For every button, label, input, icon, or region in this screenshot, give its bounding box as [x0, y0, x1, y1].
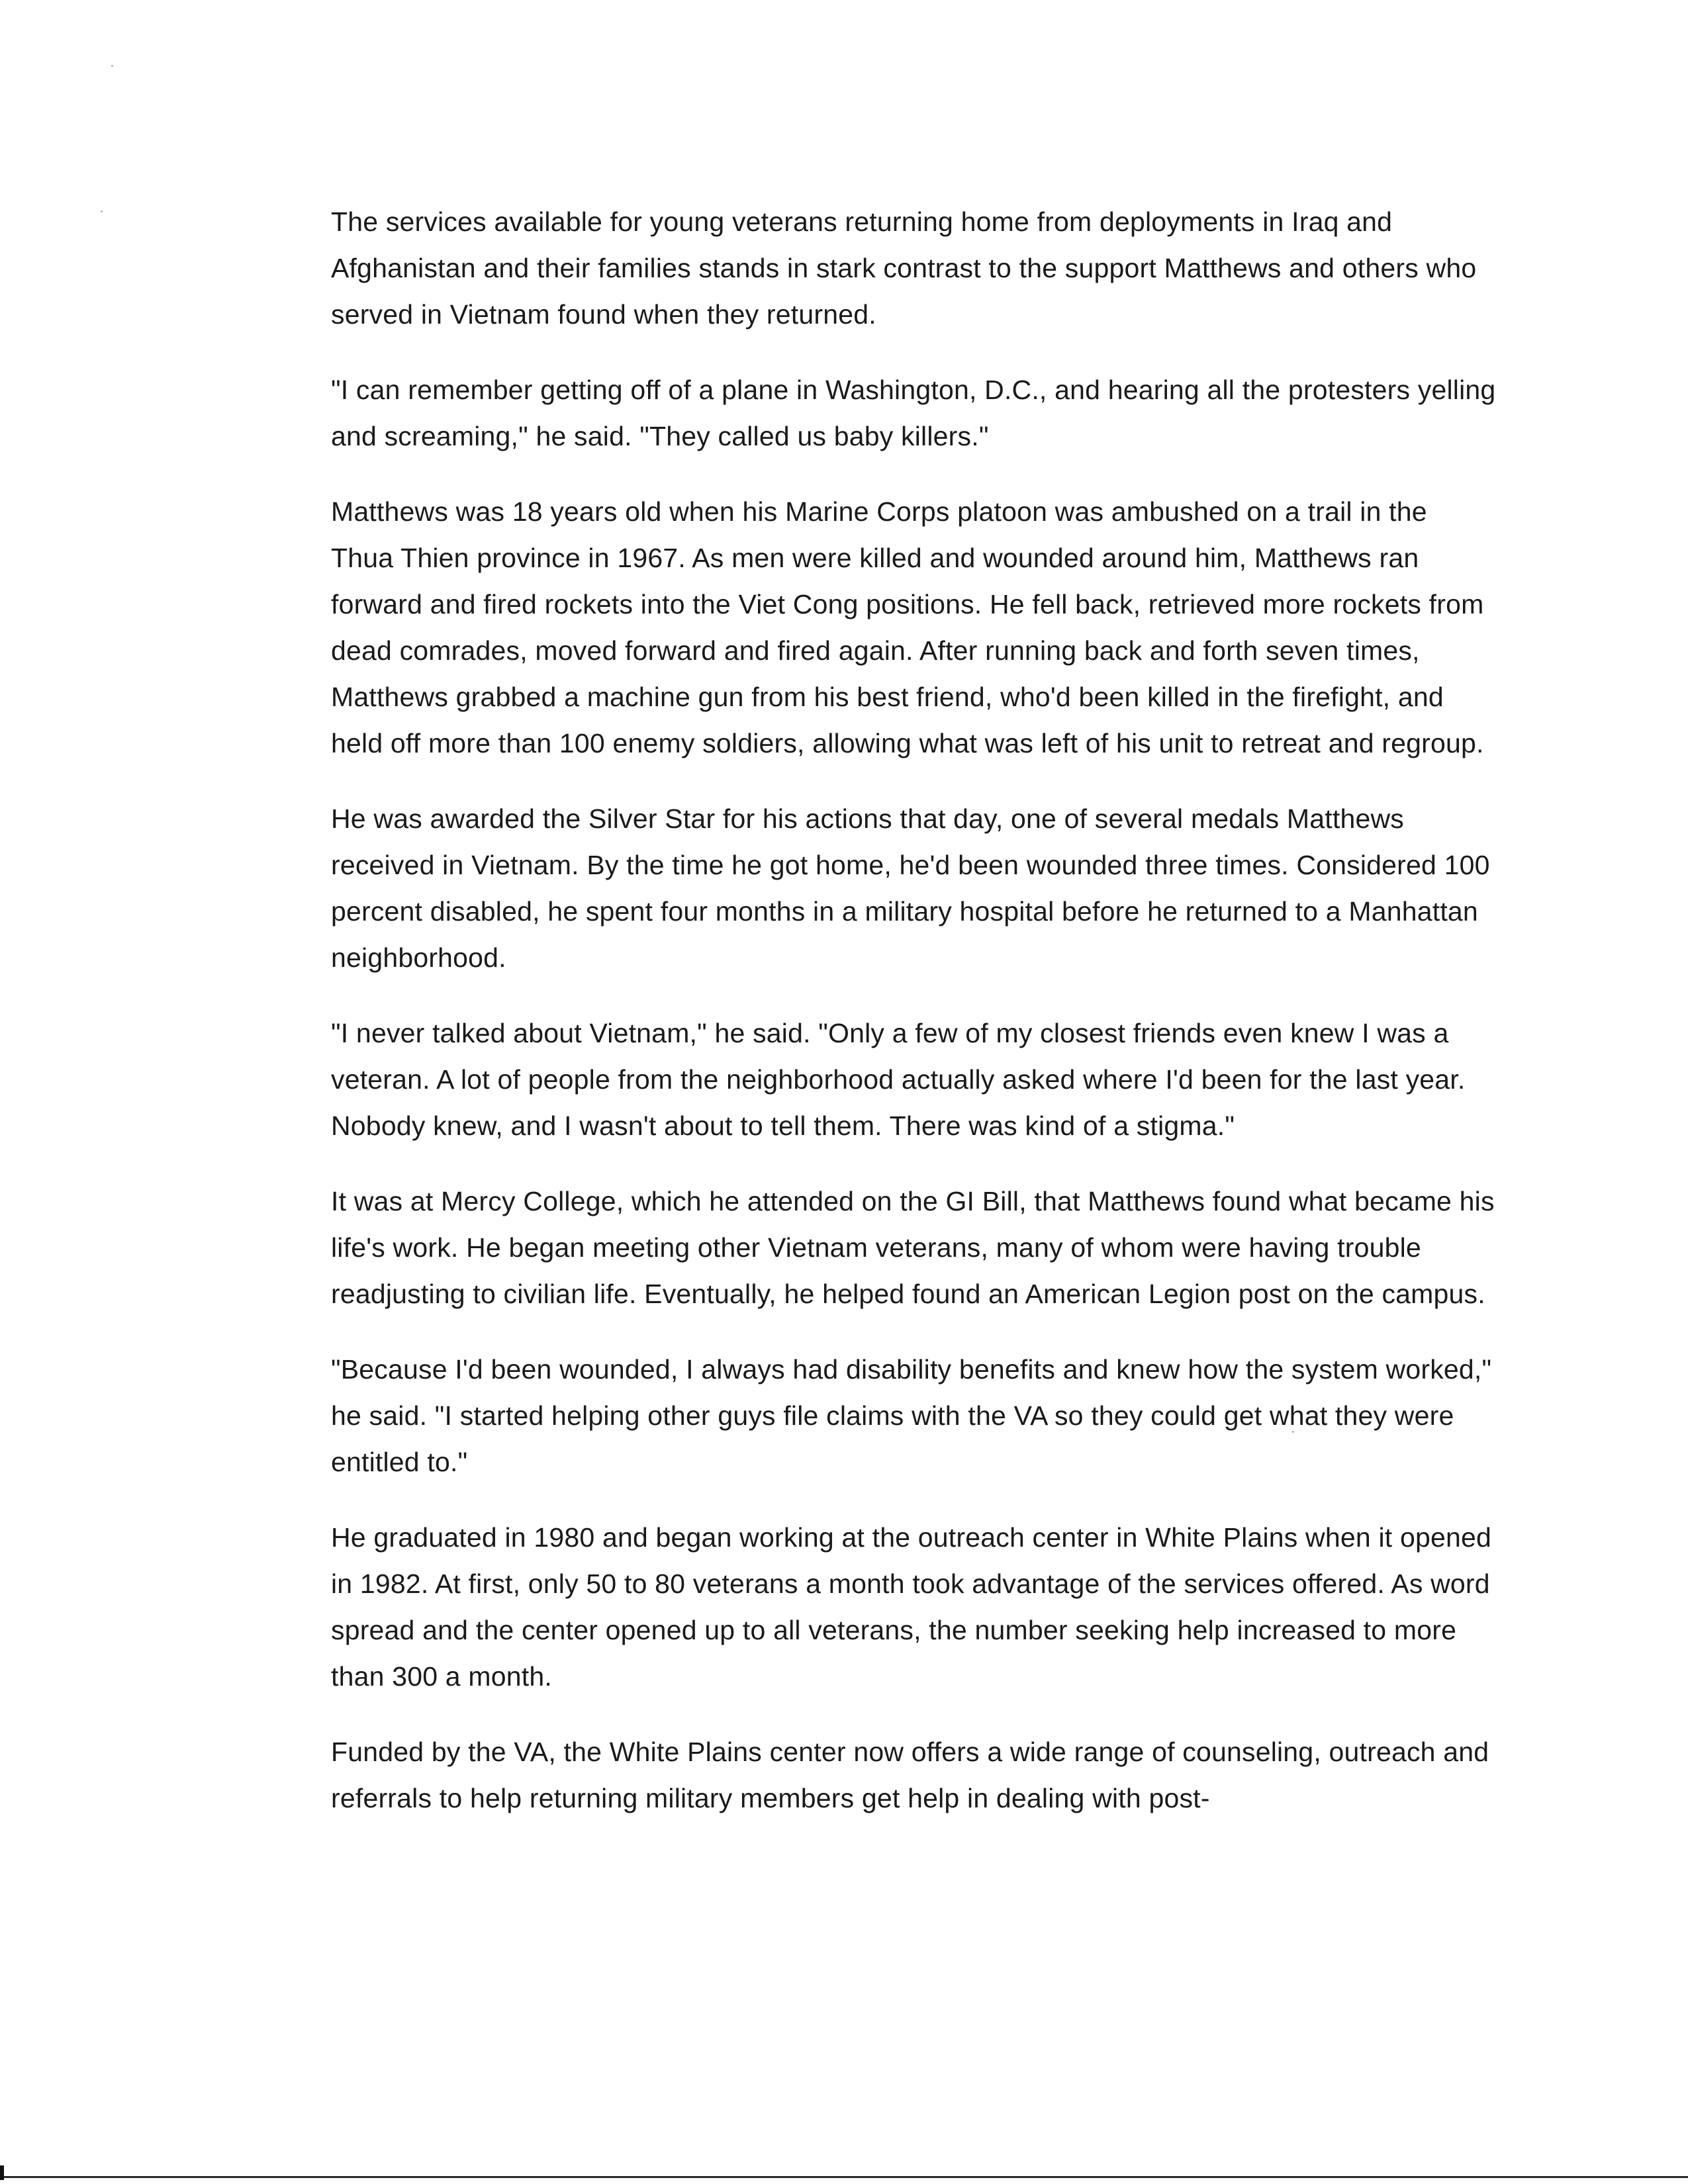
paragraph-6: It was at Mercy College, which he attended on the GI Bill, that Matthews found what became his life's work. He began meeting other Vietnam veterans, many of whom were having trouble readjusting to civilian life. Eventually, he helped found an American Legion post on the campus. — [331, 1186, 1495, 1309]
paragraph-1: The services available for young veterans returning home from deployments in Iraq and Afghanistan and their families stands in stark contrast to the support Matthews and others who served in Vietnam found when they returned. — [331, 206, 1477, 330]
scan-bottom-edge — [0, 2176, 1688, 2178]
scan-speck — [111, 65, 113, 67]
paragraph-3: Matthews was 18 years old when his Marine Corps platoon was ambushed on a trail in the Thua Thien province in 1967. As men were killed and wounded around him, Matthews ran forward and fired rockets into the Viet Cong positions. He fell back, retrieved more rockets from dead comrades, moved forward and fired again. After running back and forth seven times, Matthews grabbed a machine gun from his best friend, who'd been killed in the firefight, and held off more than 100 enemy soldiers, allowing what was left of his unit to retreat and regroup. — [331, 496, 1484, 758]
paragraph-9: Funded by the VA, the White Plains center now offers a wide range of counseling, outreach and referrals to help returning military members get help in dealing with post- — [331, 1737, 1489, 1813]
paragraph-5: "I never talked about Vietnam," he said. "Only a few of my closest friends even knew I was a veteran. A lot of people from the neighborhood actually asked where I'd been for the last year. Nobody knew, and I wasn't about to tell them. There was kind of a stigma." — [331, 1018, 1466, 1141]
scan-edge-mark — [0, 2165, 4, 2180]
paragraph-7: "Because I'd been wounded, I always had disability benefits and knew how the system worked," he said. "I started helping other guys file claims with the VA so they could get what they were entitled to." — [331, 1354, 1492, 1477]
article-body — [331, 199, 1496, 1850]
paragraph-8: He graduated in 1980 and began working at the outreach center in White Plains when it opened in 1982. At first, only 50 to 80 veterans a month took advantage of the services offered. As word spread and the center opened up to all veterans, the number seeking help increased to more than 300 a month. — [331, 1522, 1491, 1692]
scan-speck — [1292, 1431, 1294, 1433]
paragraph-2: "I can remember getting off of a plane in Washington, D.C., and hearing all the protesters yelling and screaming," he said. "They called us baby killers." — [331, 375, 1496, 451]
paragraph-4: He was awarded the Silver Star for his actions that day, one of several medals Matthews received in Vietnam. By the time he got home, he'd been wounded three times. Considered 100 percent disabled, he spent four months in a military hospital before he returned to a Manhattan neighborhood. — [331, 803, 1490, 973]
scan-speck — [101, 210, 103, 212]
